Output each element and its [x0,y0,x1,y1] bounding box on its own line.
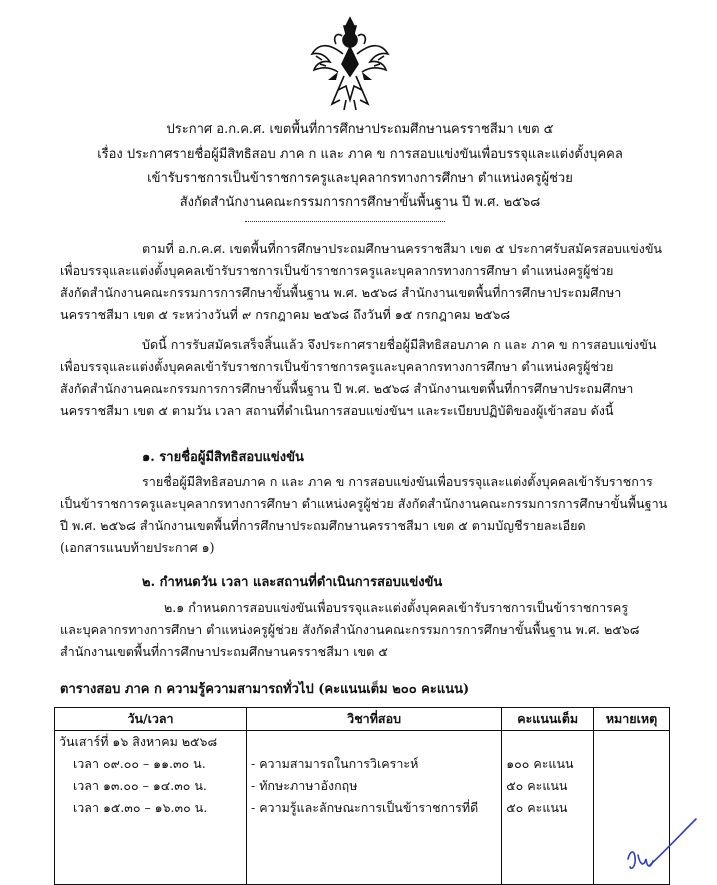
section-1-body [60,471,668,559]
exam-table-title: ตารางสอบ ภาค ก ความรู้ความสามารถทั่วไป (คะแนนเต็ม ๒๐๐ คะแนน) [60,682,470,697]
exam-time: เวลา ๑๓.๐๐ – ๑๔.๓๐ น. [73,778,207,794]
subject-cell [247,731,502,885]
table-row [55,731,670,885]
exam-subject: - ความรู้และลักษณะการเป็นข้าราชการที่ดี [251,800,479,816]
section-1-heading: ๑. รายชื่อผู้มีสิทธิสอบแข่งขัน [142,450,304,465]
announcement-subject-line-2: เข้ารับราชการเป็นข้าราชการครูและบุคลากรทางการศึกษา ตำแหน่งครูผู้ช่วย [147,171,573,186]
exam-date: วันเสาร์ที่ ๑๖ สิงหาคม ๒๕๖๘ [59,734,218,750]
paragraph-line: บัดนี้ การรับสมัครเสร็จสิ้นแล้ว จึงประกาศรายชื่อผู้มีสิทธิสอบภาค ก และ ภาค ข การสอบแข่งขัน [142,337,657,352]
paragraph-line: เป็นข้าราชการครูและบุคลากรทางการศึกษา ตำแหน่งครูผู้ช่วย สังกัดสำนักงานคณะกรรมการการศึกษาขั้นพื้นฐาน [60,496,668,511]
paragraph-line: และบุคลากรทางการศึกษา ตำแหน่งครูผู้ช่วย สังกัดสำนักงานคณะกรรมการการศึกษาขั้นพื้นฐาน พ.ศ. ๒๕๖๘ [60,622,640,637]
exam-subject: - ความสามารถในการวิเคราะห์ [251,756,419,772]
paragraph-line: ๒.๑ กำหนดการสอบแข่งขันเพื่อบรรจุและแต่งตั้งบุคคลเข้ารับราชการเป็นข้าราชการครู [164,600,629,615]
paragraph-line: รายชื่อผู้มีสิทธิสอบภาค ก และ ภาค ข การสอบแข่งขันเพื่อบรรจุและแต่งตั้งบุคคลเข้ารับราชการ [142,474,653,489]
column-header-subject: วิชาที่สอบ [247,708,502,731]
exam-time: เวลา ๐๙.๐๐ – ๑๑.๓๐ น. [73,756,206,772]
paragraph-line: เพื่อบรรจุและแต่งตั้งบุคคลเข้ารับราชการเป็นข้าราชการครูและบุคลากรทางการศึกษา ตำแหน่งครูผู้ช่วย [60,359,614,374]
column-header-date-time: วัน/เวลา [55,708,247,731]
header-divider [245,221,445,222]
paragraph-intro [60,238,668,326]
signature-icon [620,815,700,877]
announcement-subject-line-3: สังกัดสำนักงานคณะกรรมการการศึกษาขั้นพื้นฐาน ปี พ.ศ. ๒๕๖๘ [179,195,541,210]
table-header-row [55,708,670,731]
paragraph-line: สังกัดสำนักงานคณะกรรมการการศึกษาขั้นพื้นฐาน ปี พ.ศ. ๒๕๖๘ สำนักงานเขตพื้นที่การศึกษาประถมศึกษา [60,381,634,396]
exam-score: ๑๐๐ คะแนน [506,756,574,772]
paragraph-line: (เอกสารแนบท้ายประกาศ ๑) [60,540,215,555]
score-cell [502,731,594,885]
paragraph-line: สังกัดสำนักงานคณะกรรมการการศึกษาขั้นพื้นฐาน พ.ศ. ๒๕๖๘ สำนักงานเขตพื้นที่การศึกษาประถมศึกษา [60,285,622,300]
paragraph-line: สำนักงานเขตพื้นที่การศึกษาประถมศึกษานครราชสีมา เขต ๕ [60,644,388,659]
announcement-subject: เรื่อง ประกาศรายชื่อผู้มีสิทธิสอบ ภาค ก และ ภาค ข การสอบแข่งขันเพื่อบรรจุและแต่งตั้งบุคคล [97,147,623,162]
garuda-emblem-icon [308,14,392,114]
paragraph-line: นครราชสีมา เขต ๕ ระหว่างวันที่ ๙ กรกฎาคม ๒๕๖๘ ถึงวันที่ ๑๕ กรกฎาคม ๒๕๖๘ [60,307,511,322]
announcement-issuer: ประกาศ อ.ก.ค.ศ. เขตพื้นที่การศึกษาประถมศึกษานครราชสีมา เขต ๕ [166,122,554,137]
date-time-cell [55,731,247,885]
paragraph-line: ปี พ.ศ. ๒๕๖๘ สำนักงานเขตพื้นที่การศึกษาประถมศึกษานครราชสีมา เขต ๕ ตามบัญชีรายละเอียด [60,518,586,533]
paragraph-line: นครราชสีมา เขต ๕ ตามวัน เวลา สถานที่ดำเนินการสอบแข่งขันฯ และระเบียบปฏิบัติของผู้เข้าสอบ ดังนี้ [60,403,614,418]
section-2-heading: ๒. กำหนดวัน เวลา และสถานที่ดำเนินการสอบแข่งขัน [142,575,443,590]
paragraph-line: เพื่อบรรจุและแต่งตั้งบุคคลเข้ารับราชการเป็นข้าราชการครูและบุคลากรทางการศึกษา ตำแหน่งครูผู้ช่วย [60,263,614,278]
paragraph-line: ตามที่ อ.ก.ค.ศ. เขตพื้นที่การศึกษาประถมศึกษานครราชสีมา เขต ๕ ประกาศรับสมัครสอบแข่งขัน [142,241,663,256]
exam-score: ๕๐ คะแนน [506,778,568,794]
exam-time: เวลา ๑๕.๓๐ – ๑๖.๓๐ น. [73,800,208,816]
exam-schedule-table [54,707,670,885]
exam-subject: - ทักษะภาษาอังกฤษ [251,778,358,794]
paragraph-now [60,334,668,422]
column-header-remark: หมายเหตุ [594,708,670,731]
exam-score: ๕๐ คะแนน [506,800,568,816]
section-2-body [60,597,668,663]
column-header-full-score: คะแนนเต็ม [502,708,594,731]
